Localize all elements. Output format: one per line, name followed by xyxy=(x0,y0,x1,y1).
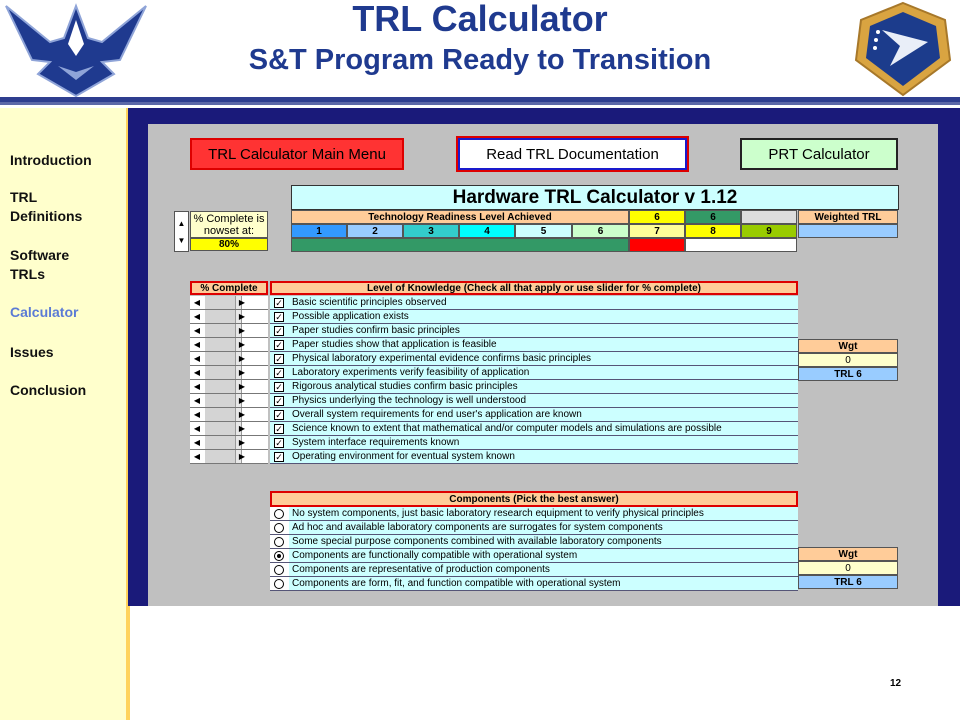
knowledge-item-label: Physical laboratory experimental evidence confirms basic principles xyxy=(289,352,798,366)
sidebar-item-introduction[interactable]: Introduction xyxy=(10,152,92,168)
trl-level-9: 9 xyxy=(741,224,797,238)
weighted-trl-label: Weighted TRL xyxy=(798,210,898,224)
slider-right-arrow-icon[interactable]: ▶ xyxy=(238,438,246,447)
slider-track[interactable] xyxy=(205,338,235,351)
slider-left-arrow-icon[interactable]: ◀ xyxy=(193,368,201,377)
knowledge-checkbox[interactable] xyxy=(270,450,289,464)
checkbox-checked-icon[interactable]: ✓ xyxy=(275,326,283,336)
trl-level-3: 3 xyxy=(403,224,459,238)
slider-left-arrow-icon[interactable]: ◀ xyxy=(193,354,201,363)
slider-left-arrow-icon[interactable]: ◀ xyxy=(193,382,201,391)
components-wgt-value: 0 xyxy=(798,561,898,575)
slider-track[interactable] xyxy=(205,450,235,463)
knowledge-item-label: Paper studies show that application is feasible xyxy=(289,338,798,352)
trl-level-8: 8 xyxy=(685,224,741,238)
page-subtitle: S&T Program Ready to Transition xyxy=(248,44,712,76)
sidebar-item-software[interactable]: Software xyxy=(10,247,70,263)
slider-left-arrow-icon[interactable]: ◀ xyxy=(193,438,201,447)
component-item-label: Some special purpose components combined with available laboratory components xyxy=(289,535,798,549)
slider-left-arrow-icon[interactable]: ◀ xyxy=(193,326,201,335)
sidebar-item-trl[interactable]: TRL xyxy=(10,189,38,205)
percent-slider[interactable] xyxy=(190,380,268,394)
components-trl-result: TRL 6 xyxy=(798,575,898,589)
checkbox-checked-icon[interactable]: ✓ xyxy=(275,438,283,448)
slider-right-arrow-icon[interactable]: ▶ xyxy=(238,354,246,363)
radio-empty-icon[interactable] xyxy=(274,537,284,547)
checkbox-checked-icon[interactable]: ✓ xyxy=(275,382,283,392)
radio-empty-icon[interactable] xyxy=(274,523,284,533)
progress-bar-red xyxy=(629,238,685,252)
knowledge-item-label: Basic scientific principles observed xyxy=(289,296,798,310)
sidebar-item-conclusion[interactable]: Conclusion xyxy=(10,382,87,398)
slider-track[interactable] xyxy=(205,366,235,379)
progress-bar-green xyxy=(291,238,629,252)
knowledge-trl-result: TRL 6 xyxy=(798,367,898,381)
slider-left-arrow-icon[interactable]: ◀ xyxy=(193,424,201,433)
slider-right-arrow-icon[interactable]: ▶ xyxy=(238,326,246,335)
checkbox-checked-icon[interactable]: ✓ xyxy=(275,312,283,322)
slider-left-arrow-icon[interactable]: ◀ xyxy=(193,396,201,405)
slider-right-arrow-icon[interactable]: ▶ xyxy=(238,340,246,349)
trl-level-6: 6 xyxy=(572,224,629,238)
slider-right-arrow-icon[interactable]: ▶ xyxy=(238,410,246,419)
sidebar-item-calculator[interactable]: Calculator xyxy=(10,304,79,320)
slider-left-arrow-icon[interactable]: ◀ xyxy=(193,452,201,461)
checkbox-checked-icon[interactable]: ✓ xyxy=(275,410,283,420)
sidebar-item-definitions[interactable]: Definitions xyxy=(10,208,83,224)
knowledge-checkbox[interactable] xyxy=(270,380,289,394)
knowledge-item-label: Operating environment for eventual system known xyxy=(289,450,798,464)
spinner-up-icon[interactable]: ▲ xyxy=(177,218,186,228)
radio-empty-icon[interactable] xyxy=(274,579,284,589)
knowledge-checkbox[interactable] xyxy=(270,310,289,324)
knowledge-wgt-label: Wgt xyxy=(798,339,898,353)
checkbox-checked-icon[interactable]: ✓ xyxy=(275,298,283,308)
checkbox-checked-icon[interactable]: ✓ xyxy=(275,354,283,364)
slider-right-arrow-icon[interactable]: ▶ xyxy=(238,382,246,391)
knowledge-wgt-value: 0 xyxy=(798,353,898,367)
slider-left-arrow-icon[interactable]: ◀ xyxy=(193,410,201,419)
slider-right-arrow-icon[interactable]: ▶ xyxy=(238,452,246,461)
percent-slider[interactable] xyxy=(190,324,268,338)
knowledge-checkbox[interactable] xyxy=(270,338,289,352)
checkbox-checked-icon[interactable]: ✓ xyxy=(275,424,283,434)
slider-track[interactable] xyxy=(205,422,235,435)
component-radio[interactable] xyxy=(270,577,289,591)
sidebar-item-issues[interactable]: Issues xyxy=(10,344,54,360)
slider-right-arrow-icon[interactable]: ▶ xyxy=(238,396,246,405)
trl-level-2: 2 xyxy=(347,224,403,238)
component-radio[interactable] xyxy=(270,521,289,535)
knowledge-item-label: Paper studies confirm basic principles xyxy=(289,324,798,338)
radio-empty-icon[interactable] xyxy=(274,509,284,519)
knowledge-checkbox[interactable] xyxy=(270,394,289,408)
trl-achieved-value-2: 6 xyxy=(685,210,741,224)
slider-track[interactable] xyxy=(205,436,235,449)
knowledge-header: Level of Knowledge (Check all that apply or use slider for % complete) xyxy=(270,281,798,295)
checkbox-checked-icon[interactable]: ✓ xyxy=(275,368,283,378)
slider-track[interactable] xyxy=(205,380,235,393)
percent-slider[interactable] xyxy=(190,450,268,464)
knowledge-item-label: Rigorous analytical studies confirm basic principles xyxy=(289,380,798,394)
knowledge-checkbox[interactable] xyxy=(270,422,289,436)
slider-track[interactable] xyxy=(205,296,235,309)
slider-right-arrow-icon[interactable]: ▶ xyxy=(238,298,246,307)
slider-track[interactable] xyxy=(205,324,235,337)
page-title: TRL Calculator xyxy=(352,0,608,39)
knowledge-checkbox[interactable] xyxy=(270,436,289,450)
progress-bar-empty xyxy=(685,238,797,252)
component-item-label: No system components, just basic laboratory research equipment to verify physical principles xyxy=(289,507,798,521)
spinner-down-icon[interactable]: ▼ xyxy=(177,235,186,245)
slider-right-arrow-icon[interactable]: ▶ xyxy=(238,312,246,321)
component-radio[interactable] xyxy=(270,507,289,521)
percent-slider[interactable] xyxy=(190,338,268,352)
component-radio[interactable] xyxy=(270,535,289,549)
slider-right-arrow-icon[interactable]: ▶ xyxy=(238,368,246,377)
checkbox-checked-icon[interactable]: ✓ xyxy=(275,452,283,462)
sidebar-item-trls[interactable]: TRLs xyxy=(10,266,45,282)
components-wgt-label: Wgt xyxy=(798,547,898,561)
percent-complete-value: 80% xyxy=(190,238,268,251)
percent-slider[interactable] xyxy=(190,408,268,422)
component-item-label: Components are form, fit, and function compatible with operational system xyxy=(289,577,798,591)
percent-complete-header: % Complete xyxy=(190,281,268,295)
slider-left-arrow-icon[interactable]: ◀ xyxy=(193,340,201,349)
prt-calculator-button[interactable]: PRT Calculator xyxy=(740,138,898,170)
trl-level-7: 7 xyxy=(629,224,685,238)
components-header: Components (Pick the best answer) xyxy=(270,491,798,507)
slider-track[interactable] xyxy=(205,310,235,323)
trl-achieved-label: Technology Readiness Level Achieved xyxy=(291,210,629,224)
knowledge-item-label: System interface requirements known xyxy=(289,436,798,450)
trl-level-4: 4 xyxy=(459,224,515,238)
trl-achieved-value-1: 6 xyxy=(629,210,685,224)
trl-level-1: 1 xyxy=(291,224,347,238)
component-radio[interactable] xyxy=(270,549,289,563)
knowledge-checkbox[interactable] xyxy=(270,352,289,366)
percent-slider[interactable] xyxy=(190,422,268,436)
knowledge-item-label: Overall system requirements for end user's application are known xyxy=(289,408,798,422)
radio-selected-icon[interactable] xyxy=(274,551,284,561)
slider-track[interactable] xyxy=(205,394,235,407)
checkbox-checked-icon[interactable]: ✓ xyxy=(275,396,283,406)
page-number: 12 xyxy=(890,678,902,689)
calculator-title: Hardware TRL Calculator v 1.12 xyxy=(291,185,899,210)
slider-track[interactable] xyxy=(205,352,235,365)
knowledge-checkbox[interactable] xyxy=(270,324,289,338)
weighted-trl-value xyxy=(798,224,898,238)
read-documentation-button[interactable]: Read TRL Documentation xyxy=(458,138,687,170)
slider-left-arrow-icon[interactable]: ◀ xyxy=(193,312,201,321)
trl-achieved-blank xyxy=(741,210,797,224)
percent-slider[interactable] xyxy=(190,296,268,310)
percent-complete-label: % Complete is nowset at: xyxy=(190,211,268,238)
percent-spinner[interactable] xyxy=(174,211,189,252)
knowledge-item-label: Physics underlying the technology is well understood xyxy=(289,394,798,408)
percent-slider[interactable] xyxy=(190,352,268,366)
component-item-label: Ad hoc and available laboratory components are surrogates for system components xyxy=(289,521,798,535)
component-radio[interactable] xyxy=(270,563,289,577)
slider-track[interactable] xyxy=(205,408,235,421)
percent-slider[interactable] xyxy=(190,394,268,408)
knowledge-checkbox[interactable] xyxy=(270,366,289,380)
component-item-label: Components are representative of production components xyxy=(289,563,798,577)
knowledge-item-label: Laboratory experiments verify feasibility of application xyxy=(289,366,798,380)
knowledge-item-label: Possible application exists xyxy=(289,310,798,324)
slider-left-arrow-icon[interactable]: ◀ xyxy=(193,298,201,307)
slider-right-arrow-icon[interactable]: ▶ xyxy=(238,424,246,433)
component-item-label: Components are functionally compatible with operational system xyxy=(289,549,798,563)
afrl-shield-logo xyxy=(850,0,956,98)
percent-slider[interactable] xyxy=(190,436,268,450)
knowledge-checkbox[interactable] xyxy=(270,296,289,310)
radio-empty-icon[interactable] xyxy=(274,565,284,575)
header-divider xyxy=(0,97,960,105)
percent-slider[interactable] xyxy=(190,310,268,324)
percent-slider[interactable] xyxy=(190,366,268,380)
main-menu-button[interactable]: TRL Calculator Main Menu xyxy=(190,138,404,170)
knowledge-item-label: Science known to extent that mathematical and/or computer models and simulations are possible xyxy=(289,422,798,436)
checkbox-checked-icon[interactable]: ✓ xyxy=(275,340,283,350)
knowledge-checkbox[interactable] xyxy=(270,408,289,422)
trl-level-5: 5 xyxy=(515,224,572,238)
